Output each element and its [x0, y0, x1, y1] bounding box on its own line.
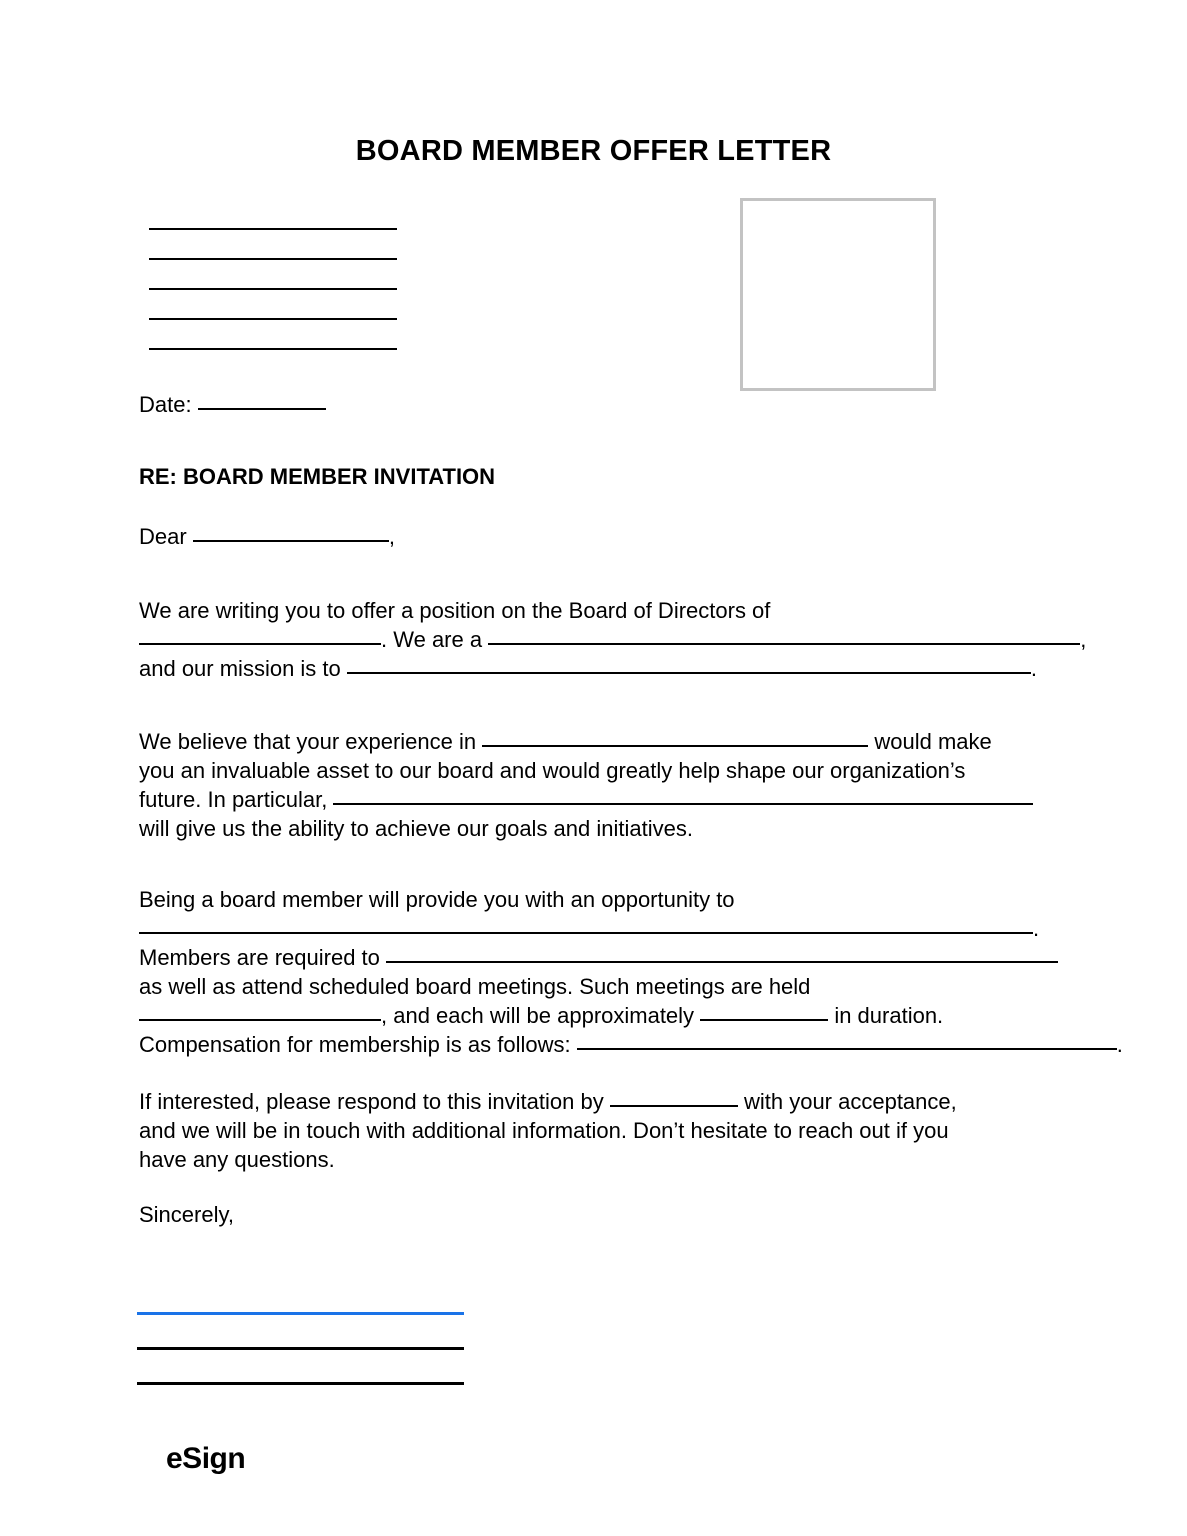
salutation-comma: ,: [388, 524, 395, 549]
organization-name-blank[interactable]: [139, 627, 381, 645]
recipient-name-blank[interactable]: [193, 524, 389, 542]
paragraph-experience-line-3-start: future. In particular,: [139, 787, 328, 812]
sender-address-line-5[interactable]: [149, 330, 397, 350]
compensation-blank[interactable]: [577, 1032, 1117, 1050]
paragraph-response: [139, 1087, 1041, 1174]
salutation-label: Dear: [139, 524, 187, 549]
sender-address-line-4[interactable]: [149, 300, 397, 320]
paragraph-duties: [139, 885, 1123, 1059]
date-label: Date:: [139, 392, 192, 417]
paragraph-offer-line-2-end: ,: [1080, 627, 1087, 652]
paragraph-offer: [139, 596, 1087, 683]
particular-contribution-blank[interactable]: [333, 787, 1033, 805]
paragraph-response-line-3: have any questions.: [139, 1147, 335, 1172]
date-row: [139, 392, 326, 418]
paragraph-offer-line-2-mid: . We are a: [381, 627, 483, 652]
paragraph-duties-line-5-mid: , and each will be approximately: [381, 1003, 695, 1028]
response-deadline-blank[interactable]: [610, 1089, 738, 1107]
paragraph-duties-line-4: as well as attend scheduled board meetings. Such meetings are held: [139, 974, 811, 999]
paragraph-duties-line-1: Being a board member will provide you with an opportunity to: [139, 887, 735, 912]
paragraph-offer-line-3-end: .: [1030, 656, 1038, 681]
paragraph-response-line-1-end: with your acceptance,: [743, 1089, 957, 1114]
paragraph-duties-line-6-start: Compensation for membership is as follows:: [139, 1032, 571, 1057]
paragraph-duties-line-3: [139, 943, 1041, 972]
paragraph-duties-line-5-end: in duration.: [834, 1003, 944, 1028]
paragraph-experience-line-1-end: would make: [874, 729, 992, 754]
sender-address-line-1[interactable]: [149, 210, 397, 230]
paragraph-offer-line-1: We are writing you to offer a position on the Board of Directors of: [139, 598, 771, 623]
paragraph-experience-line-1: [139, 727, 1041, 756]
paragraph-duties-line-3-start: Members are required to: [139, 945, 380, 970]
paragraph-offer-line-2: [139, 625, 1087, 654]
title-line[interactable]: [137, 1362, 464, 1385]
paragraph-duties-line-2: [139, 914, 1041, 943]
paragraph-duties-line-2-end: .: [1033, 916, 1040, 941]
paragraph-duties-line-5: [139, 1001, 1041, 1030]
sender-address-line-2[interactable]: [149, 240, 397, 260]
printed-name-line[interactable]: [137, 1327, 464, 1350]
subject-heading: RE: BOARD MEMBER INVITATION: [139, 464, 496, 489]
member-requirements-blank[interactable]: [386, 945, 1058, 963]
paragraph-experience-line-4: will give us the ability to achieve our goals and initiatives.: [139, 816, 693, 841]
signature-line[interactable]: [137, 1292, 464, 1315]
closing-salutation: Sincerely,: [139, 1202, 234, 1227]
opportunity-blank[interactable]: [139, 916, 1033, 934]
page-title: BOARD MEMBER OFFER LETTER: [355, 135, 832, 167]
signature-block: [137, 1292, 464, 1397]
meeting-frequency-blank[interactable]: [139, 1003, 381, 1021]
paragraph-offer-line-3-start: and our mission is to: [139, 656, 341, 681]
experience-area-blank[interactable]: [482, 729, 868, 747]
salutation-row: [139, 524, 395, 550]
logo-placeholder-box[interactable]: [740, 198, 936, 391]
meeting-duration-blank[interactable]: [700, 1003, 828, 1021]
mission-blank[interactable]: [347, 656, 1031, 674]
paragraph-duties-line-6: [139, 1030, 1123, 1059]
paragraph-response-line-1-start: If interested, please respond to this invitation by: [139, 1089, 604, 1114]
esign-logo: eSign: [166, 1442, 246, 1475]
paragraph-offer-line-3: [139, 654, 1041, 683]
date-input-blank[interactable]: [198, 392, 326, 410]
paragraph-experience-line-3: [139, 785, 1041, 814]
paragraph-response-line-1: [139, 1087, 1041, 1116]
paragraph-experience-line-2: you an invaluable asset to our board and would greatly help shape our organization’s: [139, 758, 966, 783]
paragraph-response-line-2: and we will be in touch with additional information. Don’t hesitate to reach out if you: [139, 1118, 949, 1143]
paragraph-duties-line-6-end: .: [1116, 1032, 1123, 1057]
paragraph-experience: [139, 727, 1041, 843]
paragraph-experience-line-1-start: We believe that your experience in: [139, 729, 477, 754]
sender-address-line-3[interactable]: [149, 270, 397, 290]
sender-address-block: [149, 210, 397, 360]
organization-type-blank[interactable]: [488, 627, 1080, 645]
